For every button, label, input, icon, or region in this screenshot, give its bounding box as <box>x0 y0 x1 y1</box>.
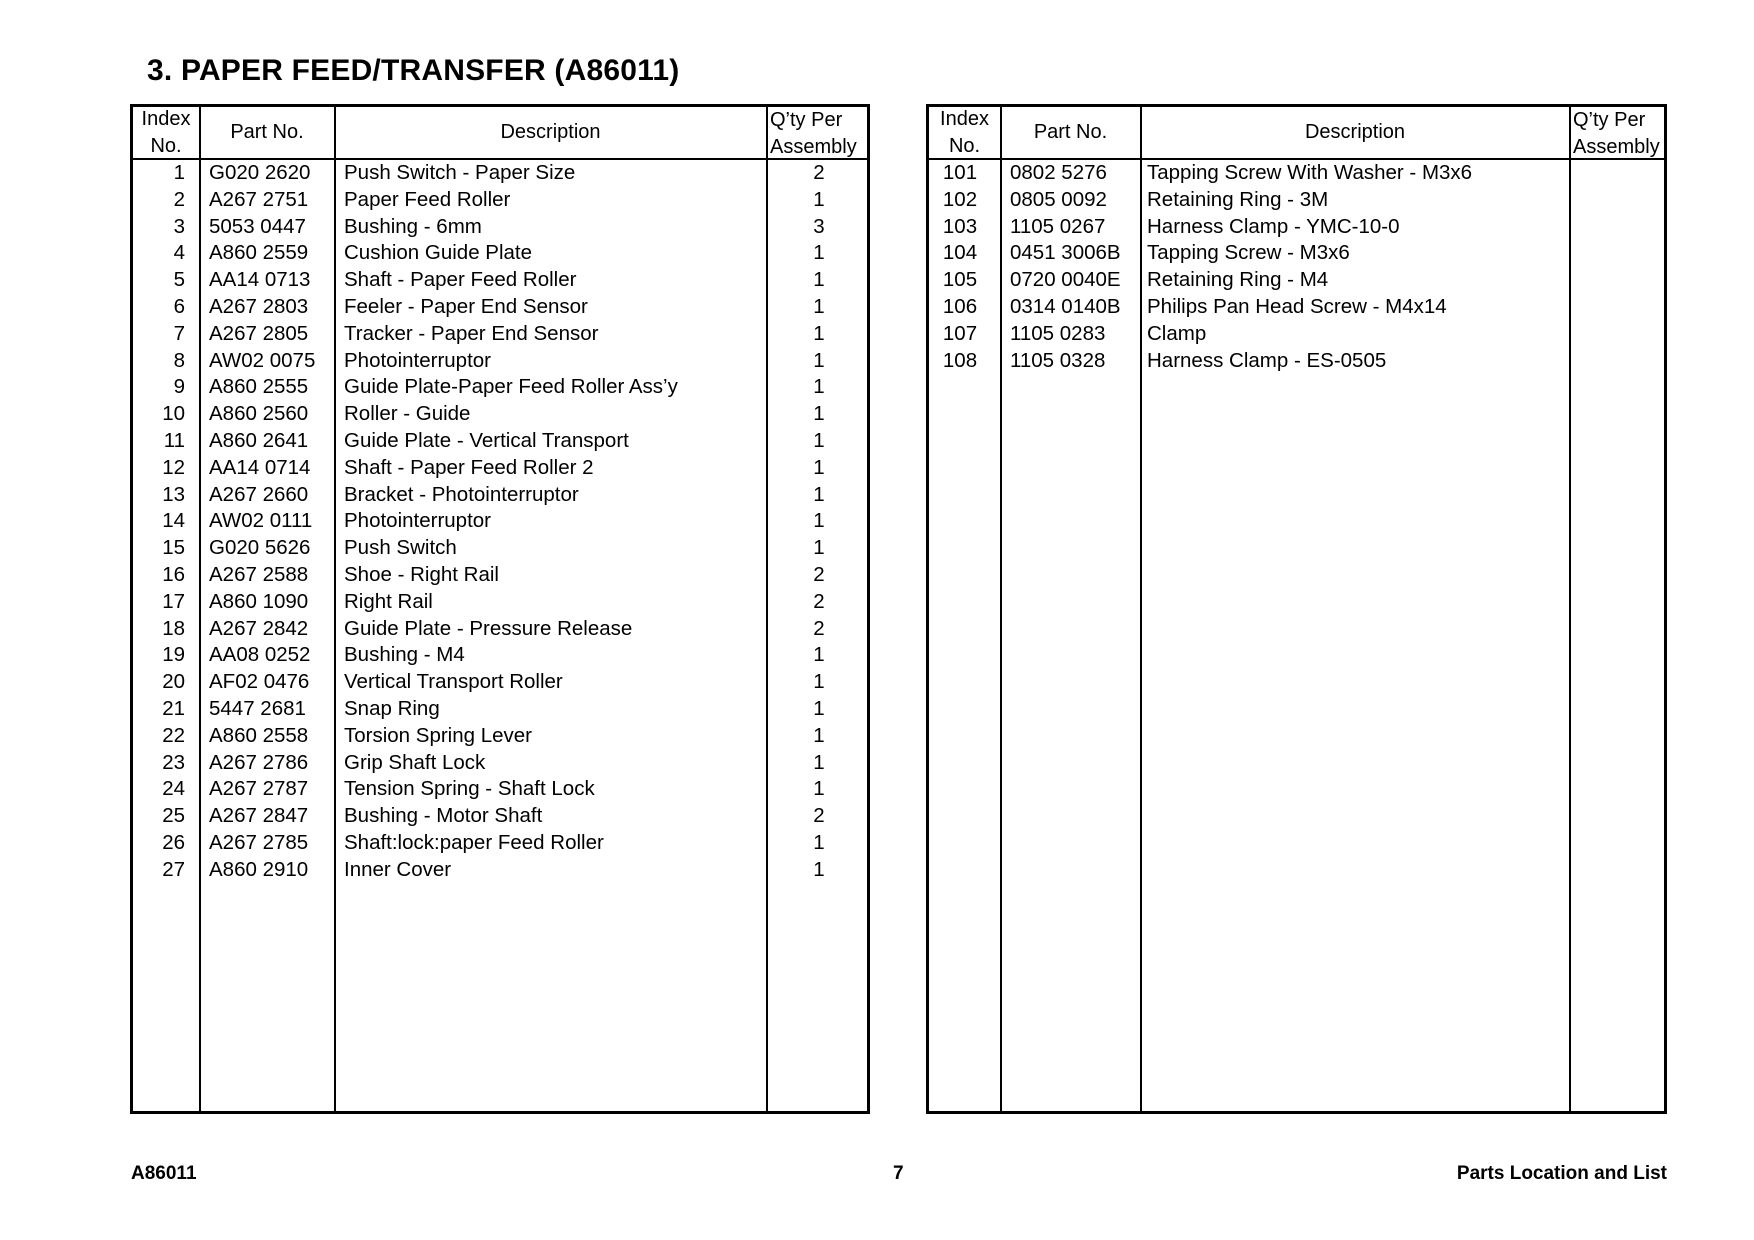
part-number-cell: 1105 0267 <box>1010 214 1106 238</box>
table-row <box>133 240 867 267</box>
description-cell: Clamp <box>1147 321 1207 345</box>
index-cell: 15 <box>162 536 185 560</box>
index-cell: 10 <box>162 402 185 426</box>
header-qty: Q’ty Per Assembly <box>770 109 857 158</box>
index-cell: 5 <box>173 268 185 292</box>
index-cell: 3 <box>173 214 185 238</box>
table-row <box>133 642 867 669</box>
quantity-cell: 1 <box>813 294 825 318</box>
part-number-cell: A860 2560 <box>209 402 309 426</box>
description-cell: Retaining Ring - M4 <box>1147 268 1329 292</box>
quantity-cell: 1 <box>813 857 825 881</box>
footer-page-number: 7 <box>893 1163 904 1184</box>
quantity-cell: 1 <box>813 723 825 747</box>
part-number-cell: AF02 0476 <box>209 670 310 694</box>
description-cell: Bushing - Motor Shaft <box>344 804 543 828</box>
quantity-cell: 1 <box>813 750 825 774</box>
part-number-cell: AW02 0111 <box>209 509 313 533</box>
part-number-cell: A267 2842 <box>209 616 309 640</box>
table-row <box>133 508 867 535</box>
quantity-cell: 2 <box>813 562 825 586</box>
part-number-cell: A267 2786 <box>209 750 309 774</box>
index-cell: 25 <box>162 804 185 828</box>
part-number-cell: A860 2555 <box>209 375 309 399</box>
table-row <box>133 348 867 375</box>
index-cell: 4 <box>173 241 185 265</box>
table-row <box>133 830 867 857</box>
table-row <box>929 240 1664 267</box>
table-row <box>929 348 1664 375</box>
quantity-cell: 2 <box>813 616 825 640</box>
part-number-cell: A860 2641 <box>209 428 309 452</box>
description-cell: Harness Clamp - ES-0505 <box>1147 348 1387 372</box>
description-cell: Grip Shaft Lock <box>344 750 486 774</box>
table-row <box>133 267 867 294</box>
table-row <box>133 562 867 589</box>
index-cell: 9 <box>173 375 185 399</box>
table-row <box>133 401 867 428</box>
part-number-cell: A860 2558 <box>209 723 309 747</box>
index-cell: 17 <box>162 589 185 613</box>
table-row <box>133 374 867 401</box>
description-cell: Shoe - Right Rail <box>344 562 499 586</box>
description-cell: Push Switch - Paper Size <box>344 161 576 184</box>
description-cell: Paper Feed Roller <box>344 187 511 211</box>
index-cell: 107 <box>942 321 978 345</box>
part-number-cell: AW02 0075 <box>209 348 316 372</box>
header-index: Index No. <box>141 107 191 157</box>
description-cell: Bushing - 6mm <box>344 214 482 238</box>
quantity-cell: 1 <box>813 643 825 667</box>
table-row <box>133 482 867 509</box>
part-number-cell: 0451 3006B <box>1010 241 1121 265</box>
table-row <box>929 214 1664 241</box>
table-row <box>133 750 867 777</box>
index-cell: 11 <box>163 428 185 452</box>
table-row <box>929 187 1664 214</box>
quantity-cell: 2 <box>813 804 825 828</box>
table-row <box>133 803 867 830</box>
description-cell: Guide Plate-Paper Feed Roller Ass’y <box>344 375 678 399</box>
index-cell: 8 <box>173 348 185 372</box>
part-number-cell: AA14 0714 <box>209 455 311 479</box>
index-cell: 14 <box>162 509 185 533</box>
footer-model: A86011 <box>131 1163 197 1184</box>
quantity-cell: 1 <box>813 402 825 426</box>
table-row <box>133 616 867 643</box>
part-number-cell: A860 2559 <box>209 241 309 265</box>
description-cell: Philips Pan Head Screw - M4x14 <box>1147 294 1447 318</box>
description-cell: Shaft:lock:paper Feed Roller <box>344 830 604 854</box>
part-number-cell: A267 2660 <box>209 482 309 506</box>
description-cell: Tracker - Paper End Sensor <box>344 321 599 345</box>
index-cell: 27 <box>162 857 185 881</box>
index-cell: 102 <box>942 187 978 211</box>
index-cell: 1 <box>173 161 185 184</box>
description-cell: Harness Clamp - YMC-10-0 <box>1147 214 1400 238</box>
part-number-cell: A860 2910 <box>209 857 309 881</box>
quantity-cell: 1 <box>813 696 825 720</box>
description-cell: Torsion Spring Lever <box>344 723 533 747</box>
part-number-cell: A267 2785 <box>209 830 309 854</box>
index-cell: 104 <box>942 241 978 265</box>
quantity-cell: 1 <box>813 348 825 372</box>
index-cell: 2 <box>173 187 185 211</box>
description-cell: Feeler - Paper End Sensor <box>344 294 588 318</box>
header-index: Index No. <box>940 107 989 157</box>
table-row <box>929 267 1664 294</box>
description-cell: Shaft - Paper Feed Roller 2 <box>344 455 594 479</box>
quantity-cell: 1 <box>813 777 825 801</box>
description-cell: Photointerruptor <box>344 348 492 372</box>
description-cell: Guide Plate - Vertical Transport <box>344 428 629 452</box>
description-cell: Shaft - Paper Feed Roller <box>344 268 577 292</box>
index-cell: 23 <box>162 750 185 774</box>
index-cell: 26 <box>162 830 185 854</box>
description-cell: Roller - Guide <box>344 402 471 426</box>
part-number-cell: G020 5626 <box>209 536 311 560</box>
quantity-cell: 1 <box>813 375 825 399</box>
quantity-cell: 1 <box>813 482 825 506</box>
table-row <box>133 589 867 616</box>
part-number-cell: 0314 0140B <box>1010 294 1121 318</box>
table-row <box>133 187 867 214</box>
index-cell: 12 <box>162 455 185 479</box>
part-number-cell: G020 2620 <box>209 161 311 184</box>
part-number-cell: A267 2588 <box>209 562 309 586</box>
part-number-cell: 5447 2681 <box>209 696 306 720</box>
header-description: Description <box>1304 121 1406 143</box>
description-cell: Bushing - M4 <box>344 643 465 667</box>
footer-section: Parts Location and List <box>1456 1163 1667 1184</box>
table-row <box>133 160 867 187</box>
table-row <box>133 669 867 696</box>
table-row <box>133 696 867 723</box>
header-qty: Q’ty Per Assembly <box>1573 109 1660 158</box>
table-row <box>133 294 867 321</box>
quantity-cell: 1 <box>813 187 825 211</box>
part-number-cell: 5053 0447 <box>209 214 306 238</box>
index-cell: 22 <box>162 723 185 747</box>
index-cell: 18 <box>162 616 185 640</box>
parts-table-left <box>130 104 870 1114</box>
description-cell: Guide Plate - Pressure Release <box>344 616 633 640</box>
table-row <box>133 723 867 750</box>
index-cell: 6 <box>173 294 185 318</box>
description-cell: Cushion Guide Plate <box>344 241 533 265</box>
index-cell: 16 <box>162 562 185 586</box>
part-number-cell: 0802 5276 <box>1010 161 1107 184</box>
description-cell: Tapping Screw With Washer - M3x6 <box>1147 161 1473 184</box>
index-cell: 103 <box>942 214 978 238</box>
index-cell: 19 <box>162 643 185 667</box>
page-title: 3. PAPER FEED/TRANSFER (A86011) <box>147 54 680 87</box>
part-number-cell: A267 2805 <box>209 321 309 345</box>
description-cell: Photointerruptor <box>344 509 492 533</box>
description-cell: Inner Cover <box>344 857 452 881</box>
part-number-cell: AA08 0252 <box>209 643 311 667</box>
part-number-cell: 1105 0328 <box>1010 348 1106 372</box>
description-cell: Tension Spring - Shaft Lock <box>344 777 595 801</box>
table-row <box>929 294 1664 321</box>
table-row <box>133 455 867 482</box>
table-row <box>133 214 867 241</box>
quantity-cell: 1 <box>813 670 825 694</box>
header-part-no: Part No. <box>1033 121 1108 143</box>
quantity-cell: 1 <box>813 830 825 854</box>
index-cell: 13 <box>162 482 185 506</box>
part-number-cell: A267 2751 <box>209 187 309 211</box>
table-row <box>929 160 1664 187</box>
index-cell: 20 <box>162 670 185 694</box>
part-number-cell: 1105 0283 <box>1010 321 1106 345</box>
part-number-cell: A267 2847 <box>209 804 309 828</box>
quantity-cell: 2 <box>813 161 825 184</box>
table-row <box>133 776 867 803</box>
table-row <box>133 428 867 455</box>
description-cell: Snap Ring <box>344 696 440 720</box>
table-row <box>133 321 867 348</box>
table-row <box>929 321 1664 348</box>
index-cell: 21 <box>162 696 185 720</box>
part-number-cell: 0720 0040E <box>1010 268 1121 292</box>
index-cell: 101 <box>942 161 978 184</box>
quantity-cell: 1 <box>813 241 825 265</box>
quantity-cell: 1 <box>813 268 825 292</box>
quantity-cell: 1 <box>813 509 825 533</box>
index-cell: 108 <box>942 348 978 372</box>
index-cell: 105 <box>942 268 978 292</box>
quantity-cell: 3 <box>813 214 825 238</box>
description-cell: Right Rail <box>344 589 433 613</box>
rows-right <box>929 160 1664 374</box>
parts-table-right <box>926 104 1667 1114</box>
part-number-cell: AA14 0713 <box>209 268 311 292</box>
index-cell: 106 <box>942 294 978 318</box>
description-cell: Vertical Transport Roller <box>344 670 563 694</box>
index-cell: 7 <box>173 321 185 345</box>
description-cell: Retaining Ring - 3M <box>1147 187 1329 211</box>
rows-left <box>133 160 867 884</box>
part-number-cell: A860 1090 <box>209 589 309 613</box>
part-number-cell: A267 2787 <box>209 777 309 801</box>
quantity-cell: 2 <box>813 589 825 613</box>
quantity-cell: 1 <box>813 321 825 345</box>
index-cell: 24 <box>162 777 185 801</box>
header-part-no: Part No. <box>230 121 304 143</box>
description-cell: Push Switch <box>344 536 457 560</box>
table-row <box>133 535 867 562</box>
description-cell: Bracket - Photointerruptor <box>344 482 579 506</box>
quantity-cell: 1 <box>813 536 825 560</box>
part-number-cell: 0805 0092 <box>1010 187 1107 211</box>
quantity-cell: 1 <box>813 428 825 452</box>
part-number-cell: A267 2803 <box>209 294 309 318</box>
table-row <box>133 857 867 884</box>
header-description: Description <box>500 121 601 143</box>
description-cell: Tapping Screw - M3x6 <box>1147 241 1350 265</box>
quantity-cell: 1 <box>813 455 825 479</box>
